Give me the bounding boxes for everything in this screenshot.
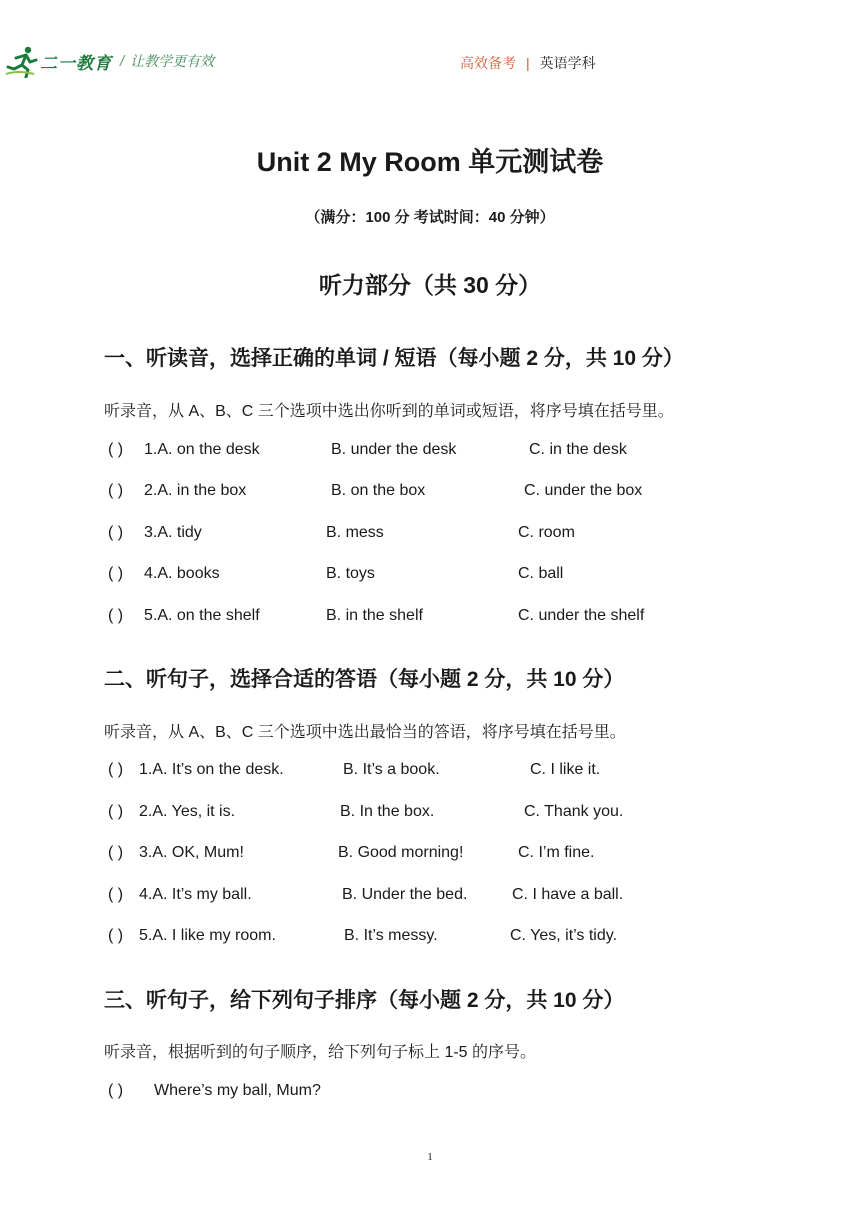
option-a: 2.A. in the box (144, 482, 247, 499)
page-title: Unit 2 My Room 单元测试卷 (256, 147, 604, 177)
option-a: 3.A. tidy (144, 524, 202, 541)
option-c: C. Thank you. (524, 803, 624, 820)
brand-separator: / (120, 52, 125, 70)
option-c: C. I’m fine. (518, 844, 595, 861)
option-b: B. on the box (331, 482, 426, 499)
question-row (104, 524, 744, 546)
part-title: 听力部分（共 30 分） (318, 272, 542, 298)
answer-blank[interactable]: ( ) (108, 482, 124, 499)
question-row (104, 607, 744, 629)
answer-blank[interactable]: ( ) (108, 761, 124, 778)
answer-blank[interactable]: ( ) (108, 803, 124, 820)
page-number: 1 (427, 1151, 433, 1163)
option-b: B. It’s a book. (343, 761, 440, 778)
answer-blank[interactable]: ( ) (108, 441, 124, 458)
question-row (104, 844, 744, 866)
header-tagline: 高效备考 (460, 55, 516, 71)
option-a: 3.A. OK, Mum! (139, 844, 244, 861)
section-title: 一、听读音，选择正确的单词 / 短语（每小题 2 分，共 10 分） (104, 347, 684, 370)
brand-slogan: 让教学更有效 (130, 53, 215, 69)
option-c: C. room (518, 524, 575, 541)
option-a: 5.A. on the shelf (144, 607, 260, 624)
option-b: B. in the shelf (326, 607, 423, 624)
option-a: 2.A. Yes, it is. (139, 803, 236, 820)
brand-logo (4, 44, 214, 78)
question-row (104, 565, 744, 587)
option-a: 4.A. books (144, 565, 220, 582)
question-row (104, 441, 744, 463)
answer-blank[interactable]: ( ) (108, 886, 124, 903)
section-title: 三、听句子，给下列句子排序（每小题 2 分，共 10 分） (104, 989, 625, 1012)
option-c: C. under the shelf (518, 607, 645, 624)
option-c: C. in the desk (529, 441, 627, 458)
option-c: C. ball (518, 565, 564, 582)
option-c: C. under the box (524, 482, 643, 499)
answer-blank[interactable]: ( ) (108, 565, 124, 582)
option-a: 1.A. on the desk (144, 441, 260, 458)
question-row (104, 482, 744, 504)
question-row (104, 1082, 744, 1104)
option-a: 4.A. It’s my ball. (139, 886, 252, 903)
answer-blank[interactable]: ( ) (108, 1082, 124, 1099)
option-b: B. Good morning! (338, 844, 464, 861)
brand-name: 二一教育 (40, 53, 112, 74)
option-c: C. I like it. (530, 761, 601, 778)
option-c: C. Yes, it’s tidy. (510, 927, 618, 944)
section-instruction: 听录音，从 A、B、C 三个选项中选出你听到的单词或短语，将序号填在括号里。 (104, 403, 674, 420)
section-instruction: 听录音，从 A、B、C 三个选项中选出最恰当的答语，将序号填在括号里。 (104, 724, 626, 741)
option-b: B. Under the bed. (342, 886, 468, 903)
page-header (0, 0, 860, 110)
option-b: B. In the box. (340, 803, 435, 820)
question-row (104, 803, 744, 825)
answer-blank[interactable]: ( ) (108, 524, 124, 541)
section-instruction: 听录音，根据听到的句子顺序，给下列句子标上 1-5 的序号。 (104, 1044, 537, 1061)
option-a: 1.A. It’s on the desk. (139, 761, 284, 778)
option-b: B. toys (326, 565, 375, 582)
header-subject-label: 英语学科 (539, 55, 596, 71)
option-a: 5.A. I like my room. (139, 927, 276, 944)
question-row (104, 886, 744, 908)
question-row (104, 927, 744, 949)
section-title: 二、听句子，选择合适的答语（每小题 2 分，共 10 分） (104, 668, 625, 691)
option-b: B. under the desk (331, 441, 457, 458)
header-divider: | (526, 55, 530, 71)
answer-blank[interactable]: ( ) (108, 927, 124, 944)
option-b: B. It’s messy. (344, 927, 438, 944)
question-row (104, 761, 744, 783)
sentence-text: Where’s my ball, Mum? (154, 1082, 321, 1099)
option-b: B. mess (326, 524, 384, 541)
header-subject (460, 53, 596, 73)
option-c: C. I have a ball. (512, 886, 624, 903)
runner-logo-icon (4, 44, 40, 78)
page-subtitle: （满分：100 分 考试时间：40 分钟） (305, 209, 555, 226)
answer-blank[interactable]: ( ) (108, 844, 124, 861)
answer-blank[interactable]: ( ) (108, 607, 124, 624)
